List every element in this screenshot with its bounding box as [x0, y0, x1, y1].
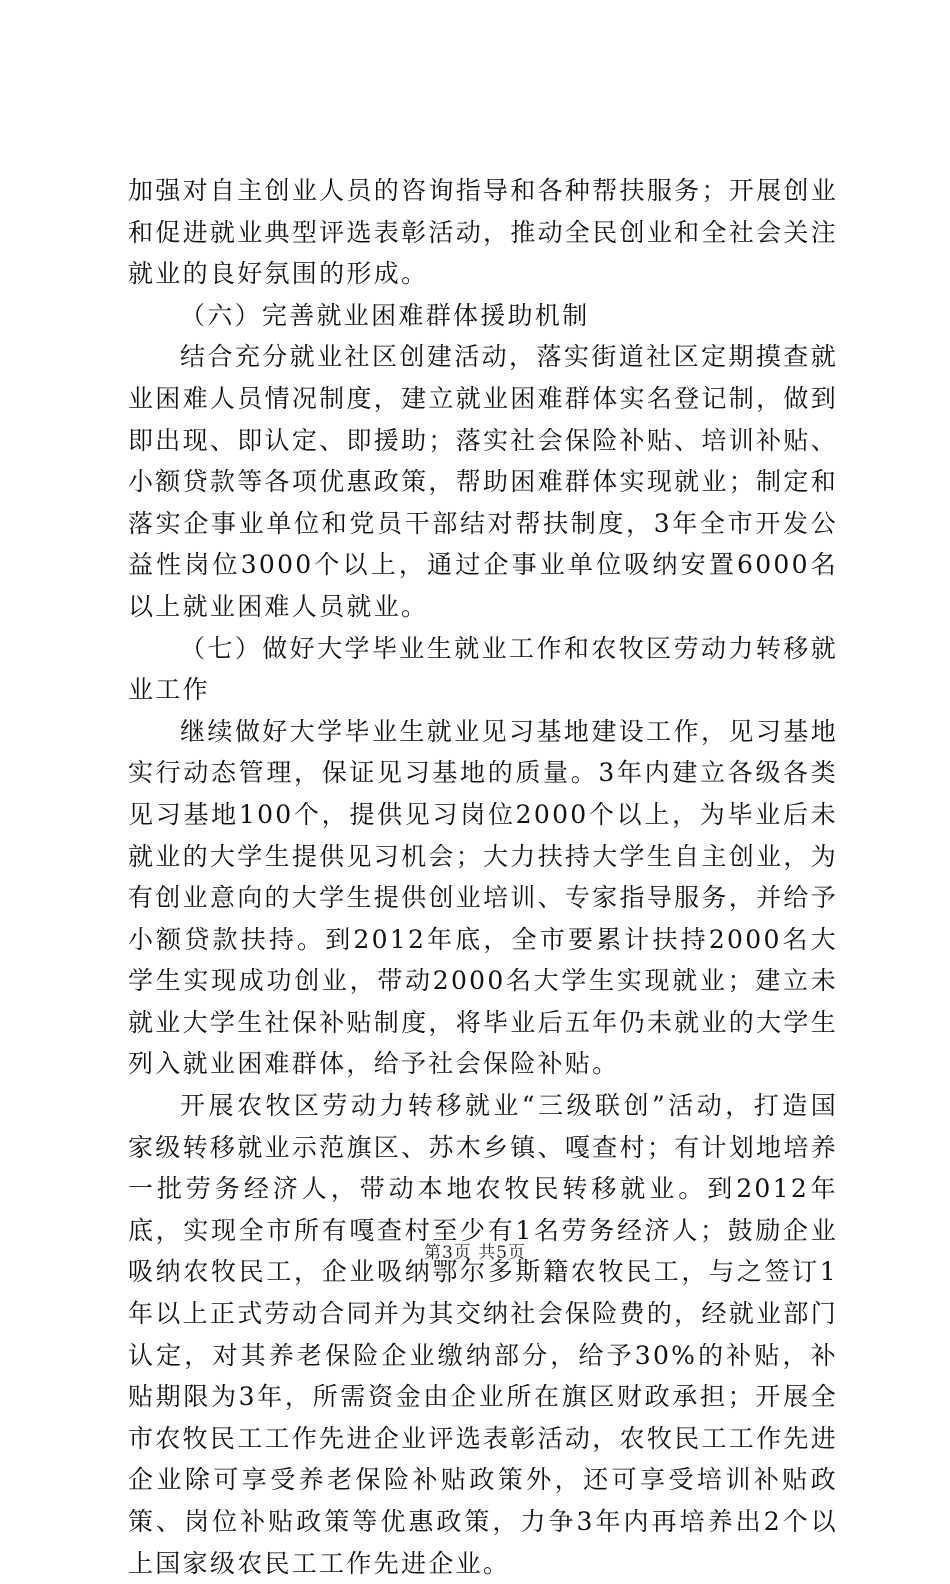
section-heading-seven: （七）做好大学毕业生就业工作和农牧区劳动力转移就业工作 — [128, 633, 838, 705]
page-number-footer: 第3页 共5页 — [423, 1243, 527, 1263]
paragraph-difficult-groups: 结合充分就业社区创建活动，落实街道社区定期摸查就业困难人员情况制度，建立就业困难群体实名登记制，做到即出现、即认定、即援助；落实社会保险补贴、培训补贴、小额贷款等各项优惠政策，帮助困难群体实现就业；制定和落实企事业单位和党员干部结对帮扶制度，3年全市开发公益性岗位3000个以上，通过企事业单位吸纳安置6000名以上就业困难人员就业。 — [128, 342, 838, 621]
paragraph-continuation: 加强对自主创业人员的咨询指导和各种帮扶服务；开展创业和促进就业典型评选表彰活动，推动全民创业和全社会关注就业的良好氛围的形成。 — [128, 176, 838, 289]
section-heading-six: （六）完善就业困难群体援助机制 — [180, 300, 590, 330]
paragraph-rural-labor: 开展农牧区劳动力转移就业“三级联创”活动，打造国家级转移就业示范旗区、苏木乡镇、嘎查村；有计划地培养一批劳务经济人，带动本地农牧民转移就业。到2012年底，实现全市所有嘎查村至少有1名劳务经济人；鼓励企业吸纳农牧民工，企业吸纳鄂尔多斯籍农牧民工，与之签订1年以上正式劳动合同并为其交纳社会保险费的，经就业部门认定，对其养老保险企业缴纳部分，给予30%的补贴，补贴期限为3年，所需资金由企业所在旗区财政承担；开展全市农牧民工工作先进企业评选表彰活动，农牧民工工作先进企业除可享受养老保险补贴政策外，还可享受培训补贴政策、岗位补贴政策等优惠政策，力争3年内再培养出2个以上国家级农民工工作先进企业。 — [128, 1091, 838, 1578]
paragraph-graduates: 继续做好大学毕业生就业见习基地建设工作，见习基地实行动态管理，保证见习基地的质量。3年内建立各级各类见习基地100个，提供见习岗位2000个以上，为毕业后未就业的大学生提供见习机会；大力扶持大学生自主创业，为有创业意向的大学生提供创业培训、专家指导服务，并给予小额贷款扶持。到2012年底，全市要累计扶持2000名大学生实现成功创业，带动2000名大学生实现就业；建立未就业大学生社保补贴制度，将毕业后五年仍未就业的大学生列入就业困难群体，给予社会保险补贴。 — [128, 716, 838, 1079]
document-body — [128, 170, 838, 1584]
